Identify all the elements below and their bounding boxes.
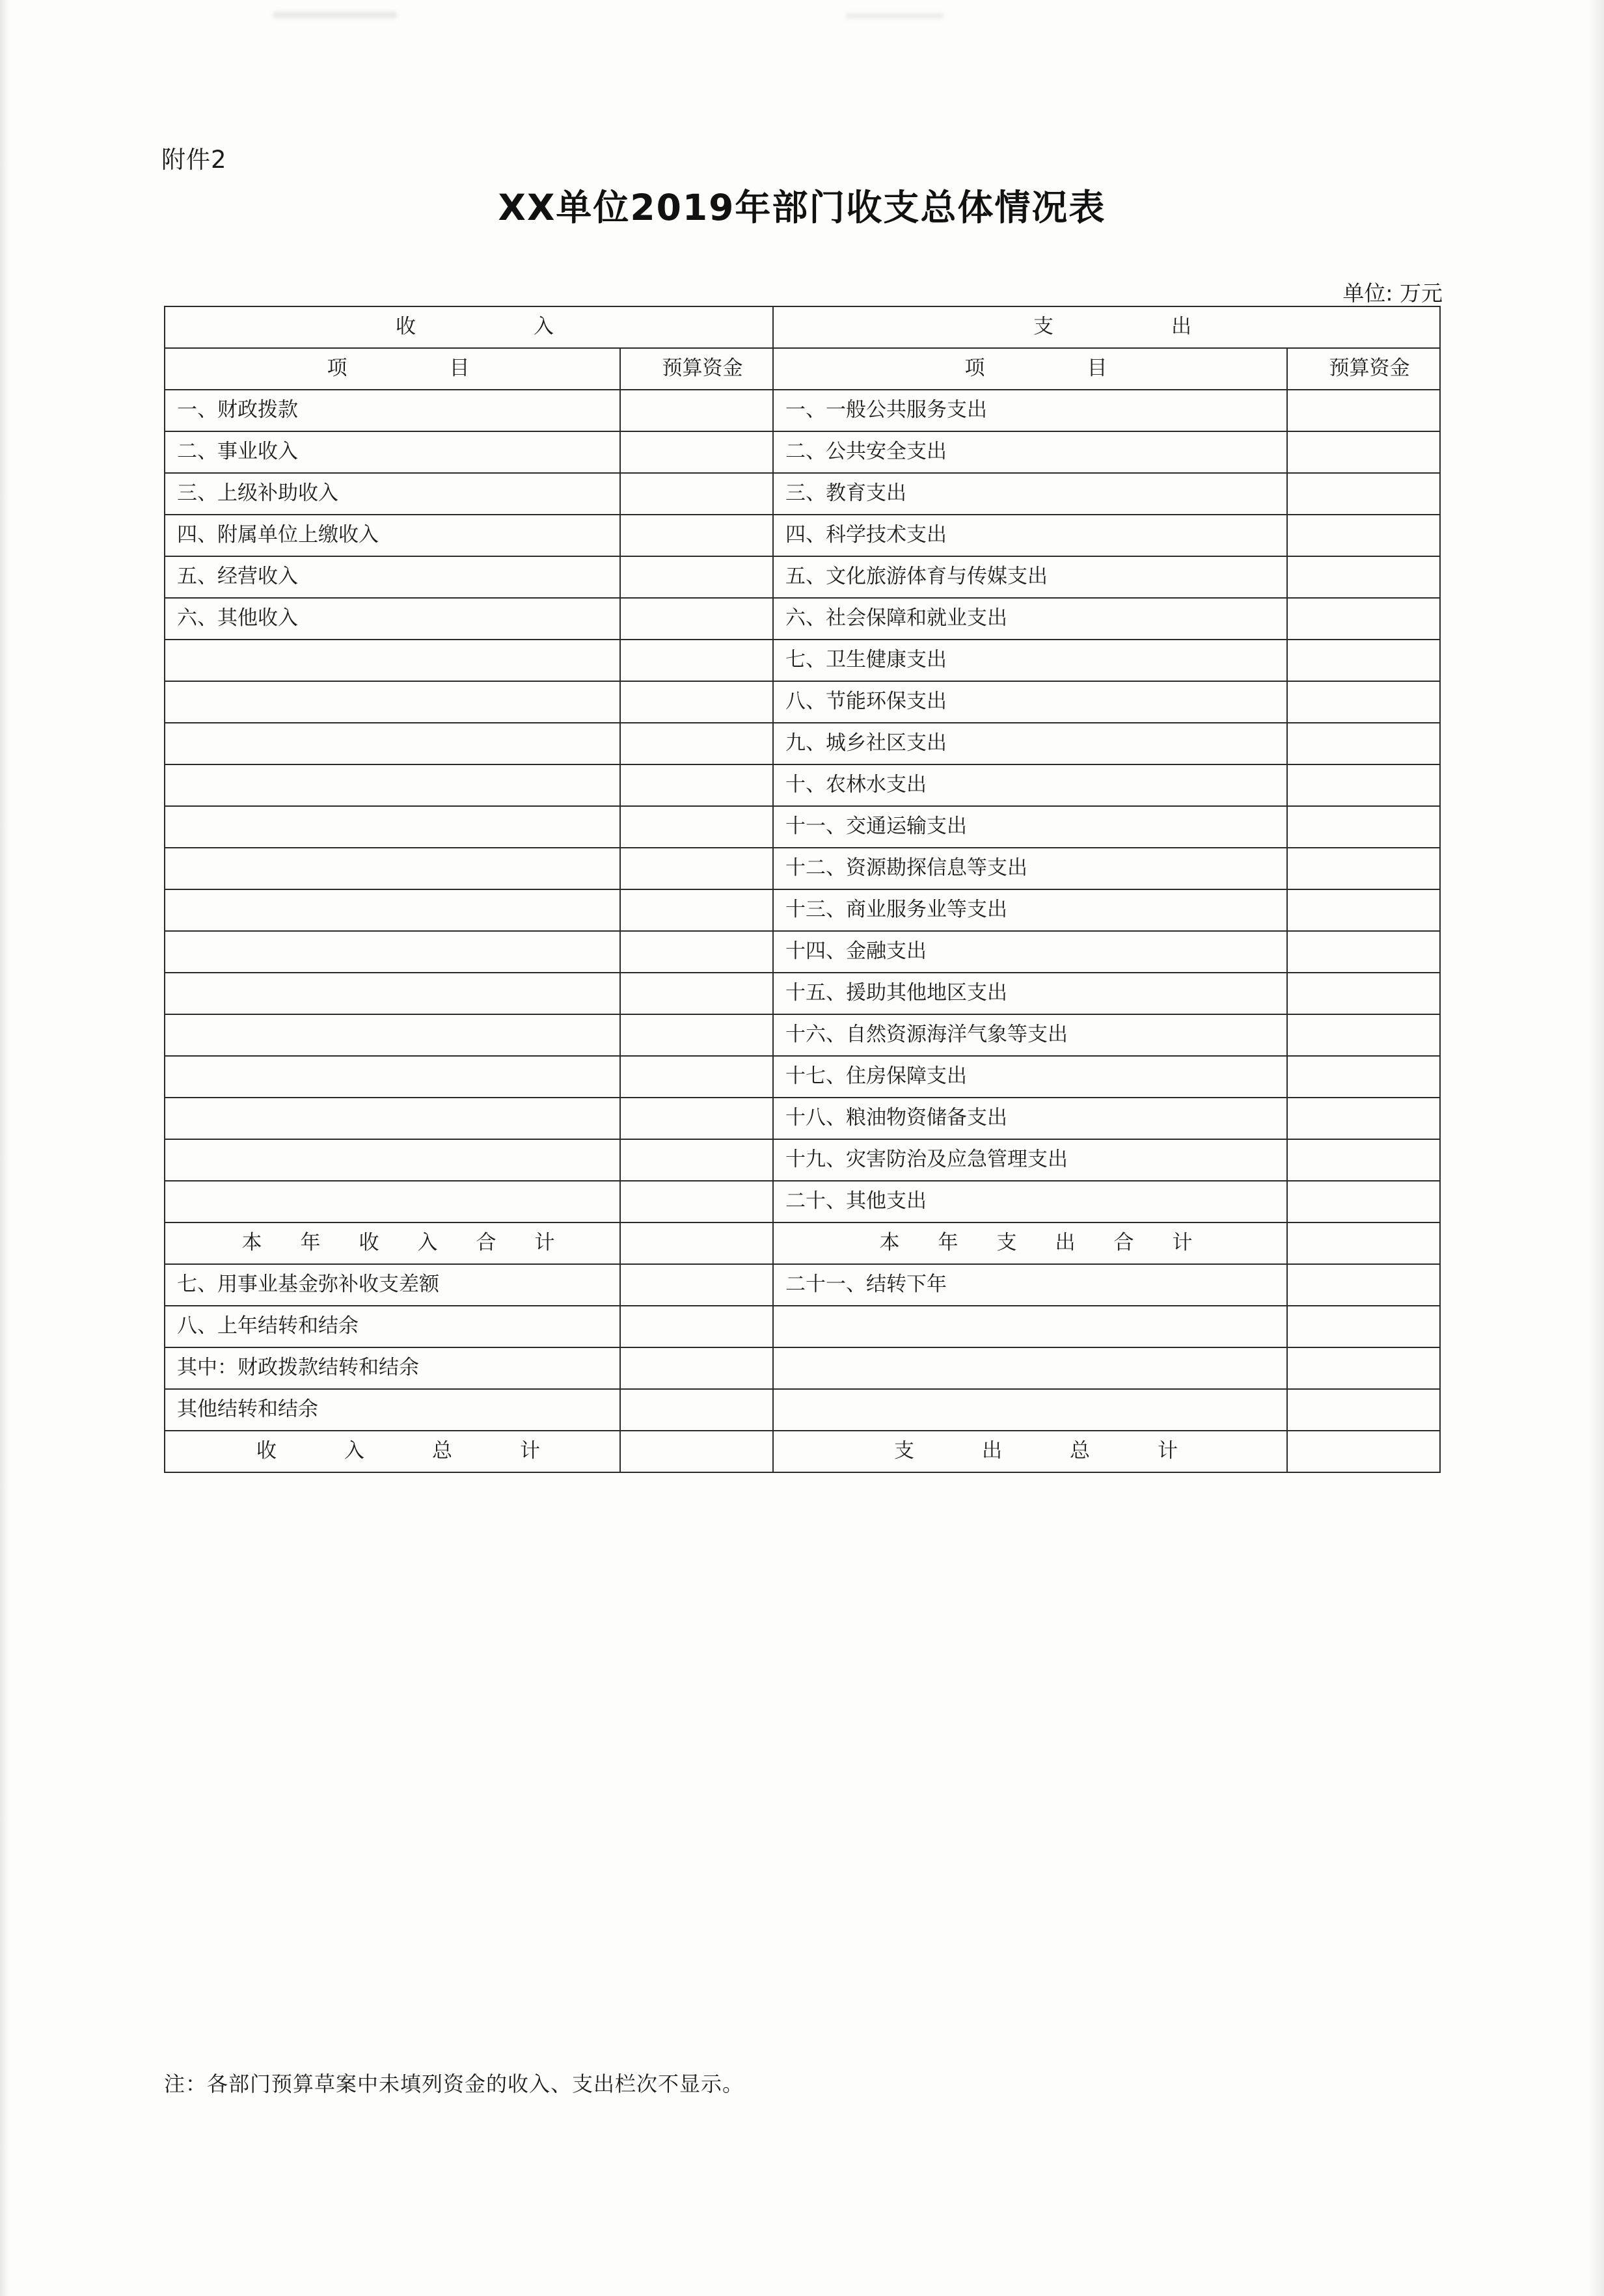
cell-expenditure-item: 六、社会保障和就业支出 — [773, 598, 1287, 640]
cell-expenditure-item — [773, 1389, 1287, 1431]
cell-income-amount[interactable] — [620, 1306, 773, 1347]
cell-expenditure-amount[interactable] — [1287, 598, 1440, 640]
table-row — [165, 1181, 1440, 1222]
cell-expenditure-amount[interactable] — [1287, 1264, 1440, 1306]
cell-income-amount[interactable] — [620, 1056, 773, 1098]
cell-income-amount[interactable] — [620, 889, 773, 931]
column-header-expenditure-amount: 预算资金 — [1287, 348, 1440, 390]
cell-expenditure-amount[interactable] — [1287, 681, 1440, 723]
cell-income-item: 三、上级补助收入 — [165, 473, 620, 515]
cell-expenditure-amount[interactable] — [1287, 1056, 1440, 1098]
cell-income-amount[interactable] — [620, 1264, 773, 1306]
cell-income-amount[interactable] — [620, 1139, 773, 1181]
cell-income-item: 八、上年结转和结余 — [165, 1306, 620, 1347]
cell-income-amount[interactable] — [620, 1389, 773, 1431]
cell-expenditure-item: 十八、粮油物资储备支出 — [773, 1098, 1287, 1139]
cell-expenditure-item: 十一、交通运输支出 — [773, 806, 1287, 848]
cell-expenditure-amount[interactable] — [1287, 640, 1440, 681]
unit-note: 单位: 万元 — [1342, 280, 1443, 306]
cell-expenditure-item: 十、农林水支出 — [773, 764, 1287, 806]
cell-expenditure-item: 十二、资源勘探信息等支出 — [773, 848, 1287, 889]
cell-expenditure-subtotal-label: 本 年 支 出 合 计 — [773, 1222, 1287, 1264]
cell-expenditure-amount[interactable] — [1287, 931, 1440, 973]
attachment-label: 附件2 — [161, 146, 227, 174]
table-row — [165, 973, 1440, 1014]
scan-artifact — [846, 13, 944, 19]
cell-expenditure-item: 十三、商业服务业等支出 — [773, 889, 1287, 931]
cell-income-amount[interactable] — [620, 806, 773, 848]
cell-expenditure-item: 一、一般公共服务支出 — [773, 390, 1287, 431]
table-row — [165, 1139, 1440, 1181]
cell-expenditure-item — [773, 1306, 1287, 1347]
cell-income-amount[interactable] — [620, 1098, 773, 1139]
cell-income-amount[interactable] — [620, 431, 773, 473]
cell-expenditure-item: 七、卫生健康支出 — [773, 640, 1287, 681]
budget-table — [164, 306, 1441, 1473]
table-row — [165, 390, 1440, 431]
table-row — [165, 556, 1440, 598]
cell-income-item — [165, 1014, 620, 1056]
cell-income-item: 五、经营收入 — [165, 556, 620, 598]
cell-expenditure-amount[interactable] — [1287, 973, 1440, 1014]
cell-income-amount[interactable] — [620, 764, 773, 806]
table-row — [165, 931, 1440, 973]
table-row — [165, 431, 1440, 473]
cell-income-subtotal-label: 本 年 收 入 合 计 — [165, 1222, 620, 1264]
cell-expenditure-item: 十四、金融支出 — [773, 931, 1287, 973]
cell-income-item — [165, 1181, 620, 1222]
cell-income-item — [165, 931, 620, 973]
cell-income-item — [165, 681, 620, 723]
scan-edge-shadow-right — [1587, 0, 1604, 2296]
cell-expenditure-item: 九、城乡社区支出 — [773, 723, 1287, 764]
cell-income-amount[interactable] — [620, 1014, 773, 1056]
table-row — [165, 848, 1440, 889]
cell-income-amount[interactable] — [620, 681, 773, 723]
cell-income-amount[interactable] — [620, 390, 773, 431]
group-header-expenditure: 支 出 — [773, 306, 1440, 348]
table-row — [165, 598, 1440, 640]
cell-expenditure-item: 十七、住房保障支出 — [773, 1056, 1287, 1098]
cell-income-item — [165, 723, 620, 764]
cell-income-item: 六、其他收入 — [165, 598, 620, 640]
page-title: XX单位2019年部门收支总体情况表 — [498, 187, 1106, 228]
column-header-expenditure-item: 项 目 — [773, 348, 1287, 390]
cell-income-item — [165, 1056, 620, 1098]
cell-expenditure-amount[interactable] — [1287, 1181, 1440, 1222]
cell-expenditure-amount[interactable] — [1287, 889, 1440, 931]
cell-income-item — [165, 1098, 620, 1139]
cell-expenditure-item: 十五、援助其他地区支出 — [773, 973, 1287, 1014]
cell-income-item — [165, 973, 620, 1014]
cell-income-item — [165, 1139, 620, 1181]
cell-expenditure-amount[interactable] — [1287, 1014, 1440, 1056]
cell-expenditure-amount[interactable] — [1287, 764, 1440, 806]
cell-expenditure-amount[interactable] — [1287, 515, 1440, 556]
cell-expenditure-amount[interactable] — [1287, 390, 1440, 431]
table-row — [165, 473, 1440, 515]
table-row — [165, 1014, 1440, 1056]
cell-income-amount[interactable] — [620, 973, 773, 1014]
table-row-grand-total — [165, 1431, 1440, 1472]
cell-income-amount[interactable] — [620, 556, 773, 598]
table-row — [165, 1389, 1440, 1431]
cell-expenditure-amount[interactable] — [1287, 473, 1440, 515]
cell-expenditure-item: 二、公共安全支出 — [773, 431, 1287, 473]
table-row — [165, 1264, 1440, 1306]
cell-expenditure-amount[interactable] — [1287, 556, 1440, 598]
cell-income-amount[interactable] — [620, 931, 773, 973]
cell-income-grandtotal-amount[interactable] — [620, 1431, 773, 1472]
cell-expenditure-item: 十九、灾害防治及应急管理支出 — [773, 1139, 1287, 1181]
cell-expenditure-amount[interactable] — [1287, 431, 1440, 473]
column-header-income-item: 项 目 — [165, 348, 620, 390]
cell-expenditure-amount[interactable] — [1287, 1389, 1440, 1431]
table-row — [165, 515, 1440, 556]
table-row — [165, 889, 1440, 931]
cell-income-item: 其中：财政拨款结转和结余 — [165, 1347, 620, 1389]
table-row — [165, 640, 1440, 681]
cell-income-item — [165, 640, 620, 681]
group-header-income: 收 入 — [165, 306, 773, 348]
cell-income-item — [165, 764, 620, 806]
table-group-header-row — [165, 306, 1440, 348]
cell-expenditure-grandtotal-label: 支 出 总 计 — [773, 1431, 1287, 1472]
cell-expenditure-item: 八、节能环保支出 — [773, 681, 1287, 723]
cell-income-subtotal-amount[interactable] — [620, 1222, 773, 1264]
table-row — [165, 1098, 1440, 1139]
cell-expenditure-amount[interactable] — [1287, 723, 1440, 764]
cell-income-item — [165, 806, 620, 848]
table-row-subtotal — [165, 1222, 1440, 1264]
cell-income-amount[interactable] — [620, 1181, 773, 1222]
cell-income-item: 二、事业收入 — [165, 431, 620, 473]
cell-expenditure-amount[interactable] — [1287, 1306, 1440, 1347]
cell-income-amount[interactable] — [620, 848, 773, 889]
table-column-header-row — [165, 348, 1440, 390]
table-row — [165, 723, 1440, 764]
cell-income-amount[interactable] — [620, 515, 773, 556]
cell-expenditure-item: 二十、其他支出 — [773, 1181, 1287, 1222]
cell-expenditure-item: 二十一、结转下年 — [773, 1264, 1287, 1306]
column-header-income-amount: 预算资金 — [620, 348, 773, 390]
cell-income-amount[interactable] — [620, 640, 773, 681]
cell-income-amount[interactable] — [620, 473, 773, 515]
cell-income-item — [165, 889, 620, 931]
scan-artifact — [273, 12, 397, 18]
cell-income-grandtotal-label: 收 入 总 计 — [165, 1431, 620, 1472]
scan-edge-shadow-left — [0, 0, 9, 2296]
cell-expenditure-item — [773, 1347, 1287, 1389]
cell-expenditure-item: 五、文化旅游体育与传媒支出 — [773, 556, 1287, 598]
cell-income-amount[interactable] — [620, 1347, 773, 1389]
cell-expenditure-amount[interactable] — [1287, 806, 1440, 848]
cell-income-amount[interactable] — [620, 723, 773, 764]
cell-expenditure-subtotal-amount[interactable] — [1287, 1222, 1440, 1264]
cell-income-amount[interactable] — [620, 598, 773, 640]
budget-table-body — [165, 306, 1440, 1472]
footnote: 注：各部门预算草案中未填列资金的收入、支出栏次不显示。 — [164, 2072, 744, 2096]
cell-income-item — [165, 848, 620, 889]
table-row — [165, 806, 1440, 848]
cell-expenditure-item: 十六、自然资源海洋气象等支出 — [773, 1014, 1287, 1056]
table-row — [165, 681, 1440, 723]
cell-income-item: 一、财政拨款 — [165, 390, 620, 431]
table-row — [165, 1056, 1440, 1098]
table-row — [165, 1347, 1440, 1389]
cell-expenditure-grandtotal-amount[interactable] — [1287, 1431, 1440, 1472]
cell-expenditure-item: 四、科学技术支出 — [773, 515, 1287, 556]
table-row — [165, 1306, 1440, 1347]
cell-expenditure-amount[interactable] — [1287, 1347, 1440, 1389]
cell-expenditure-item: 三、教育支出 — [773, 473, 1287, 515]
cell-income-item: 四、附属单位上缴收入 — [165, 515, 620, 556]
cell-expenditure-amount[interactable] — [1287, 1139, 1440, 1181]
cell-expenditure-amount[interactable] — [1287, 1098, 1440, 1139]
cell-expenditure-amount[interactable] — [1287, 848, 1440, 889]
cell-income-item: 七、用事业基金弥补收支差额 — [165, 1264, 620, 1306]
table-row — [165, 764, 1440, 806]
cell-income-item: 其他结转和结余 — [165, 1389, 620, 1431]
